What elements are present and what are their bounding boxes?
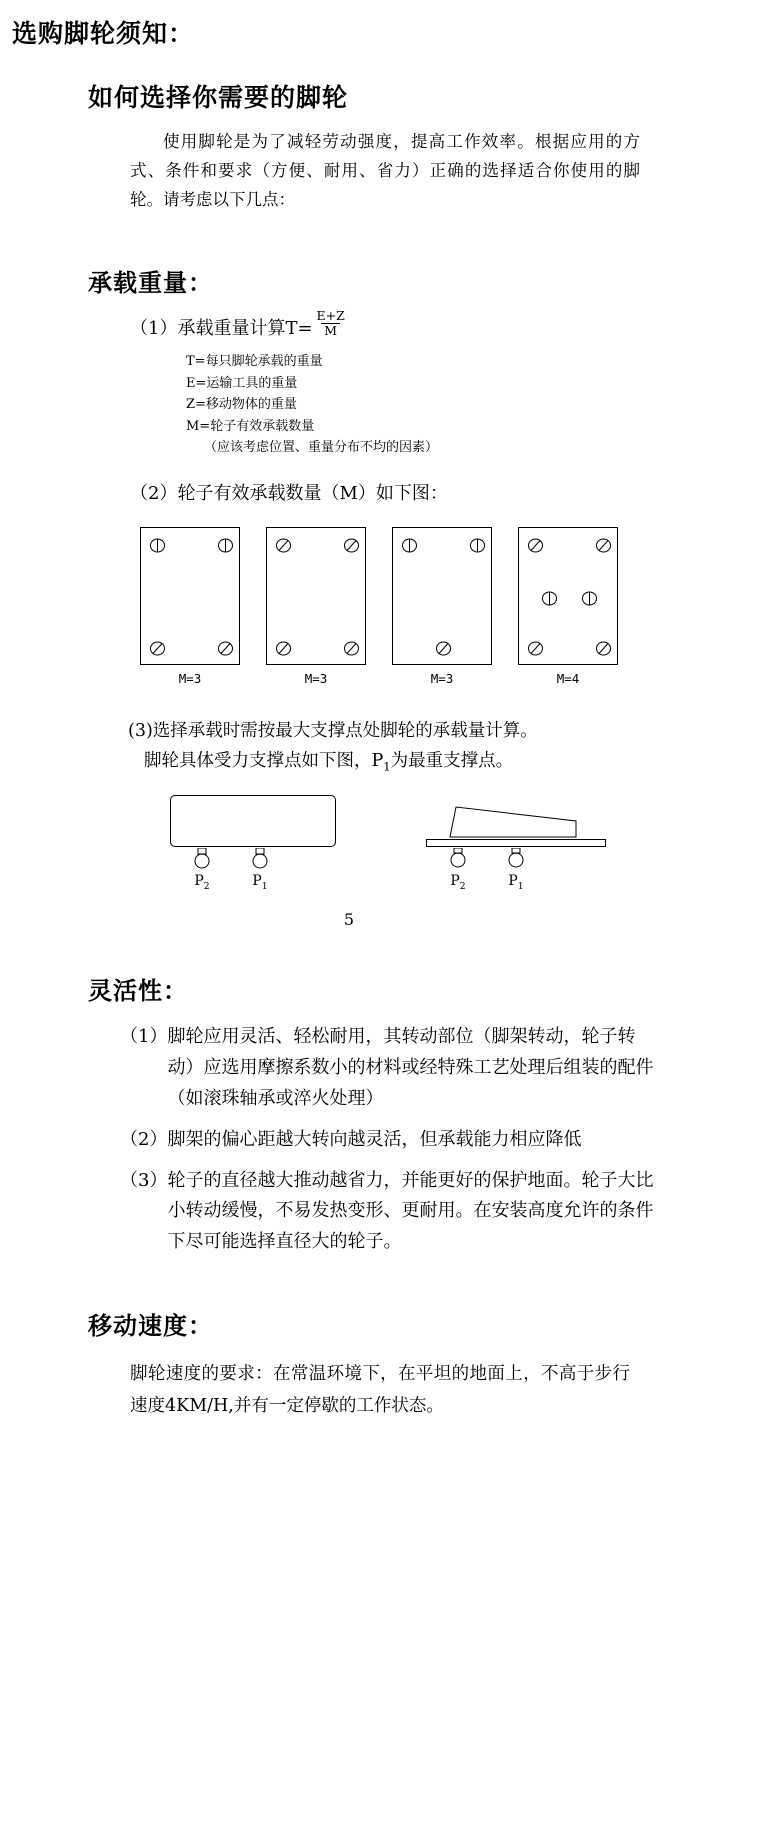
swivel-caster-icon (527, 538, 544, 553)
list-item-text: 轮子的直径越大推动越省力，并能更好的保护地面。轮子大比小转动缓慢，不易发热变形、更耐用。在安装高度允许的条件下尽可能选择直径大的轮子。 (167, 1169, 654, 1253)
list-item-marker: （2） (120, 1128, 168, 1150)
section-heading-load-weight: 承载重量： (88, 267, 213, 297)
load-item-3-line2-b: 为最重支撑点。 (390, 751, 514, 772)
platform-outline (140, 527, 240, 665)
formula-numerator: E+Z (316, 307, 345, 323)
figure-caption: M=3 (430, 670, 454, 686)
swivel-caster-icon (343, 538, 360, 553)
wedge-shape (426, 795, 606, 841)
list-item (120, 1022, 660, 1115)
flexibility-list (120, 1022, 660, 1259)
definition-z: Z=移动物体的重量 (186, 397, 297, 413)
wheel-figure-1 (140, 527, 240, 686)
definition-m: M=轮子有效承载数量 (186, 418, 315, 434)
swivel-caster-icon (527, 641, 544, 656)
caster-side-icon (250, 848, 270, 870)
page-number: 5 (343, 909, 355, 929)
rigid-caster-icon (149, 538, 166, 553)
platform-outline (266, 527, 366, 665)
load-item-2-label: （2）轮子有效承载数量（M）如下图： (130, 482, 448, 504)
load-item-3-subscript: 1 (383, 759, 391, 774)
document-page (0, 14, 758, 1828)
rigid-caster-icon (581, 591, 598, 606)
support-wheel-label: $P_2$ (450, 872, 466, 892)
caster-side-icon (448, 848, 468, 870)
formula-fraction (314, 309, 348, 339)
swivel-caster-icon (275, 538, 292, 553)
list-item-marker: （1） (120, 1025, 168, 1047)
load-item-3-line1: (3)选择承载时需按最大支撑点处脚轮的承载量计算。 (128, 720, 538, 741)
rigid-caster-icon (469, 538, 486, 553)
platform-outline (392, 527, 492, 665)
wheel-figure-4 (518, 527, 618, 686)
support-wheel-p2 (448, 848, 468, 892)
wheel-figure-2 (266, 527, 366, 686)
rigid-caster-icon (541, 591, 558, 606)
rigid-caster-icon (217, 538, 234, 553)
section-heading-moving-speed: 移动速度： (88, 1311, 213, 1341)
page-title: 选购脚轮须知： (12, 19, 195, 48)
list-item-marker: （3） (120, 1169, 168, 1191)
support-wheel-label: $P_1$ (252, 872, 268, 892)
section-heading-flexibility: 灵活性： (88, 975, 188, 1005)
support-wheel-label: $P_1$ (508, 872, 524, 892)
formula-definitions (186, 351, 758, 458)
wedge-body (426, 795, 606, 847)
swivel-caster-icon (275, 641, 292, 656)
section-heading-how-to-choose: 如何选择你需要的脚轮 (88, 83, 349, 112)
list-item-text: 脚架的偏心距越大转向越灵活，但承载能力相应降低 (167, 1128, 582, 1150)
support-figure-flat (170, 795, 336, 892)
support-wheels (192, 848, 336, 892)
caster-side-icon (506, 848, 526, 870)
swivel-caster-icon (149, 641, 166, 656)
base-plate (426, 839, 606, 847)
figure-caption: M=3 (304, 670, 328, 686)
wheel-figure-3 (392, 527, 492, 686)
load-item-1-label: （1）承载重量计算T= (130, 317, 313, 339)
load-item-3-line2 (144, 746, 648, 777)
intro-paragraph: 使用脚轮是为了减轻劳动强度，提高工作效率。根据应用的方式、条件和要求（方便、耐用、省力）正确的选择适合你使用的脚轮。请考虑以下几点： (130, 132, 640, 209)
figure-caption: M=4 (556, 670, 580, 686)
support-wheel-p1 (506, 848, 526, 892)
definition-note: （应该考虑位置、重量分布不均的因素） (204, 440, 439, 456)
list-item (120, 1166, 660, 1259)
swivel-caster-icon (217, 641, 234, 656)
load-body-rectangle (170, 795, 336, 847)
load-item-3 (128, 716, 648, 777)
rigid-caster-icon (401, 538, 418, 553)
wheel-layout-figures (140, 527, 758, 686)
swivel-caster-icon (595, 641, 612, 656)
speed-paragraph: 脚轮速度的要求：在常温环境下，在平坦的地面上，不高于步行速度4KM/H,并有一定停歇的工作状态。 (130, 1364, 630, 1416)
figure-caption: M=3 (178, 670, 202, 686)
support-wheel-p1 (250, 848, 270, 892)
support-wheels (448, 848, 606, 892)
definition-t: T=每只脚轮承载的重量 (186, 354, 323, 370)
swivel-caster-icon (343, 641, 360, 656)
swivel-caster-icon (595, 538, 612, 553)
platform-outline (518, 527, 618, 665)
support-point-figures (170, 795, 758, 892)
swivel-caster-icon (435, 641, 452, 656)
formula-denominator: M (321, 323, 340, 338)
load-item-1 (130, 307, 758, 344)
support-wheel-p2 (192, 848, 212, 892)
load-item-3-line2-a: 脚轮具体受力支撑点如下图，P (144, 751, 384, 772)
caster-side-icon (192, 848, 212, 870)
list-item-text: 脚轮应用灵活、轻松耐用，其转动部位（脚架转动，轮子转动）应选用摩擦系数小的材料或经特殊工艺处理后组装的配件（如滚珠轴承或淬火处理） (167, 1025, 654, 1109)
support-figure-wedge (426, 795, 606, 892)
definition-e: E=运输工具的重量 (186, 375, 298, 391)
list-item (120, 1125, 660, 1156)
support-wheel-label: $P_2$ (194, 872, 210, 892)
